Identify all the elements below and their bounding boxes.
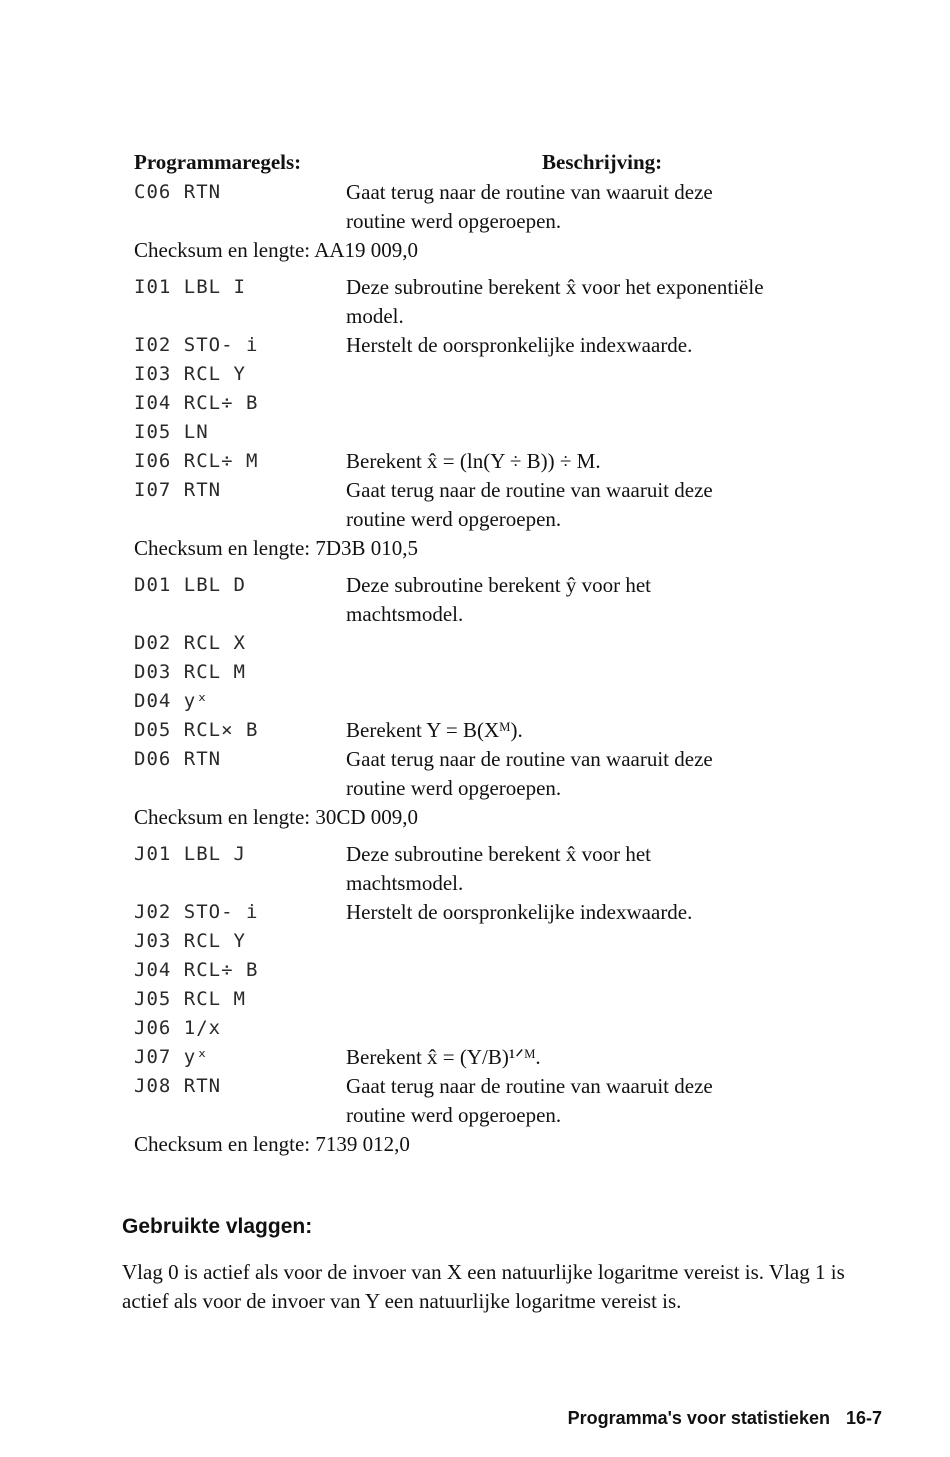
step-description — [346, 745, 886, 803]
description-line: model. — [346, 304, 404, 328]
step-description — [346, 1072, 886, 1130]
program-step-code: J03 RCL Y — [134, 930, 246, 952]
description-line: Herstelt de oorspronkelijke indexwaarde. — [346, 900, 693, 924]
program-line — [134, 687, 894, 716]
step-description — [346, 273, 886, 331]
program-step-code: C06 RTN — [134, 181, 222, 203]
program-step-code: I01 LBL I — [134, 276, 246, 298]
program-line — [134, 178, 894, 236]
description-line: Gaat terug naar de routine van waaruit deze — [346, 478, 713, 502]
description-line: Berekent x̂ = (Y/B)¹ᐟᴹ. — [346, 1045, 541, 1069]
routine-block — [134, 273, 894, 563]
program-line — [134, 629, 894, 658]
flags-heading: Gebruikte vlaggen: — [122, 1215, 313, 1238]
description-line: Herstelt de oorspronkelijke indexwaarde. — [346, 333, 693, 357]
description-line: Deze subroutine berekent x̂ voor het — [346, 842, 651, 866]
program-step-code: D06 RTN — [134, 748, 222, 770]
program-listing — [134, 178, 894, 1167]
program-line — [134, 927, 894, 956]
description-line: Deze subroutine berekent x̂ voor het exponentiële — [346, 275, 764, 299]
checksum-line: Checksum en lengte: 7D3B 010,5 — [134, 536, 419, 560]
step-description — [346, 716, 886, 745]
program-step-code: I07 RTN — [134, 479, 222, 501]
program-line — [134, 389, 894, 418]
program-line — [134, 360, 894, 389]
program-step-code: D02 RCL X — [134, 632, 246, 654]
program-step-code: J02 STO- i — [134, 901, 259, 923]
program-line — [134, 716, 894, 745]
program-step-code: J08 RTN — [134, 1075, 222, 1097]
program-line — [134, 418, 894, 447]
checksum-line: Checksum en lengte: AA19 009,0 — [134, 238, 419, 262]
description-line: routine werd opgeroepen. — [346, 507, 562, 531]
program-step-code: I03 RCL Y — [134, 363, 246, 385]
step-description — [346, 331, 886, 360]
program-line — [134, 1072, 894, 1130]
program-step-code: J05 RCL M — [134, 988, 246, 1010]
program-line — [134, 331, 894, 360]
step-description — [346, 476, 886, 534]
program-step-code: D05 RCL× B — [134, 719, 259, 741]
program-line — [134, 898, 894, 927]
program-line — [134, 985, 894, 1014]
page-footer — [568, 1405, 882, 1431]
page-number: 16-7 — [845, 1408, 882, 1428]
program-step-code: D01 LBL D — [134, 574, 246, 596]
program-step-code: D04 yˣ — [134, 690, 209, 712]
step-description — [346, 571, 886, 629]
program-line — [134, 1043, 894, 1072]
program-step-code: I04 RCL÷ B — [134, 392, 259, 414]
description-line: routine werd opgeroepen. — [346, 776, 562, 800]
program-line — [134, 273, 894, 331]
description-line: routine werd opgeroepen. — [346, 1103, 562, 1127]
routine-block — [134, 571, 894, 832]
program-line — [134, 956, 894, 985]
step-description — [346, 898, 886, 927]
program-step-code: I05 LN — [134, 421, 209, 443]
program-line — [134, 745, 894, 803]
step-description — [346, 840, 886, 898]
step-description — [346, 178, 886, 236]
flags-paragraph: Vlag 0 is actief als voor de invoer van X een natuurlijke logaritme vereist is. Vlag 1 is actief als voor de invoer van Y een natuurlijke logaritme vereist is. — [122, 1260, 845, 1313]
description-line: routine werd opgeroepen. — [346, 209, 562, 233]
description-line: Gaat terug naar de routine van waaruit deze — [346, 180, 713, 204]
program-line — [134, 840, 894, 898]
step-description — [346, 447, 886, 476]
description-header: Beschrijving: — [542, 150, 663, 174]
program-step-code: I02 STO- i — [134, 334, 259, 356]
program-step-code: I06 RCL÷ M — [134, 450, 259, 472]
routine-block — [134, 178, 894, 265]
description-line: Berekent x̂ = (ln(Y ÷ B)) ÷ M. — [346, 449, 601, 473]
program-step-code: J04 RCL÷ B — [134, 959, 259, 981]
program-step-code: J07 yˣ — [134, 1046, 209, 1068]
program-line — [134, 447, 894, 476]
column-headers — [134, 147, 854, 177]
description-line: Berekent Y = B(Xᴹ). — [346, 718, 523, 742]
routine-block — [134, 840, 894, 1159]
program-step-code: J01 LBL J — [134, 843, 246, 865]
checksum-line: Checksum en lengte: 30CD 009,0 — [134, 805, 419, 829]
description-line: Gaat terug naar de routine van waaruit deze — [346, 747, 713, 771]
description-line: Gaat terug naar de routine van waaruit deze — [346, 1074, 713, 1098]
program-step-code: J06 1/x — [134, 1017, 222, 1039]
program-line — [134, 571, 894, 629]
checksum-line: Checksum en lengte: 7139 012,0 — [134, 1132, 410, 1156]
description-line: Deze subroutine berekent ŷ voor het — [346, 573, 651, 597]
program-lines-header: Programmaregels: — [134, 150, 302, 174]
step-description — [346, 1043, 886, 1072]
program-line — [134, 476, 894, 534]
program-line — [134, 658, 894, 687]
footer-section-title: Programma's voor statistieken — [567, 1408, 830, 1428]
description-line: machtsmodel. — [346, 871, 464, 895]
program-line — [134, 1014, 894, 1043]
program-step-code: D03 RCL M — [134, 661, 246, 683]
description-line: machtsmodel. — [346, 602, 464, 626]
